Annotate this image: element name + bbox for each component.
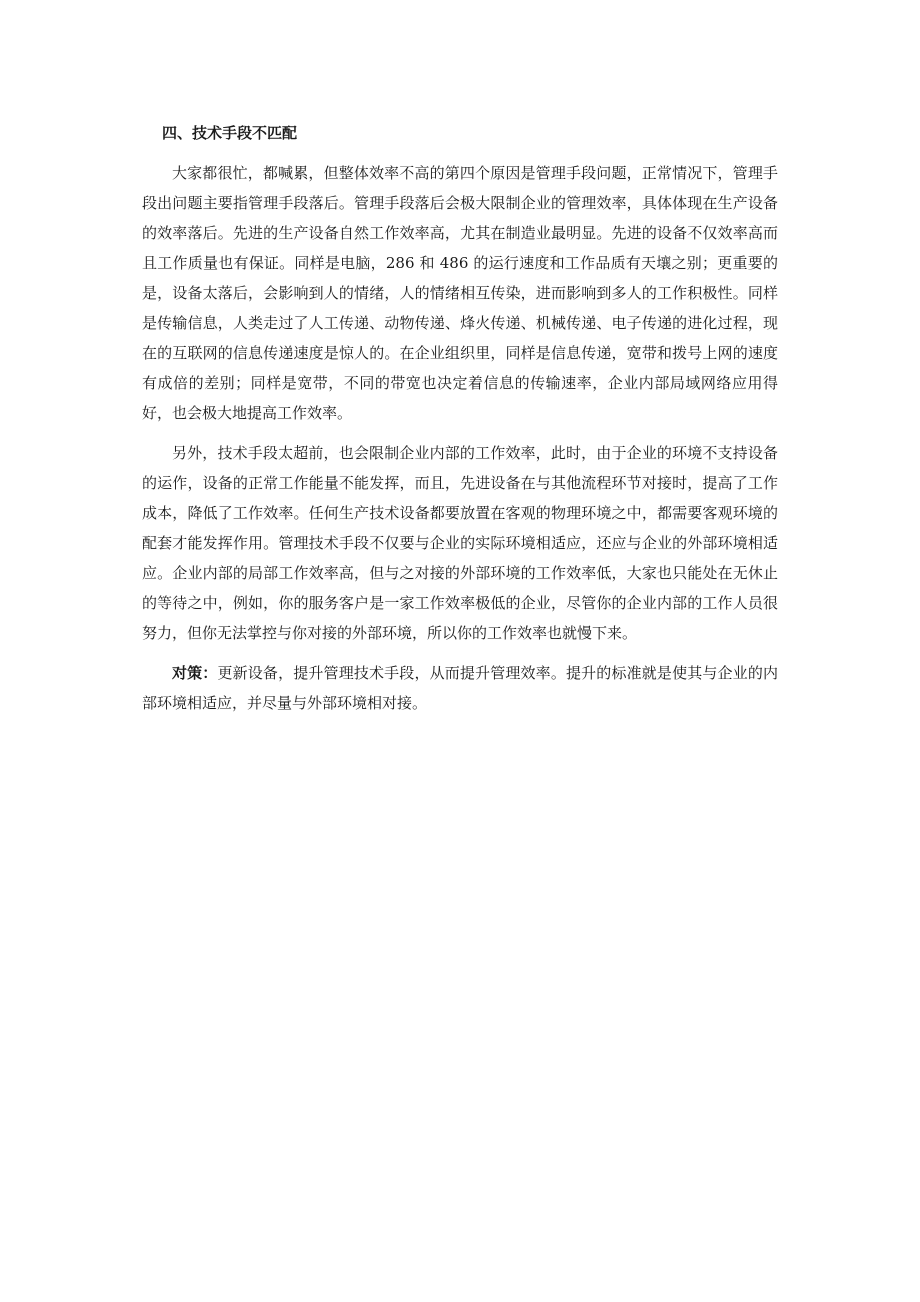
section-heading: 四、技术手段不匹配 [162,124,298,142]
paragraph-advanced-technology: 另外，技术手段太超前，也会限制企业内部的工作效率，此时，由于企业的环境不支持设备的运作，设备的正常工作能量不能发挥，而且，先进设备在与其他流程环节对接时，提高了工作成本，降低了工作效率。任何生产技术设备都要放置在客观的物理环境之中，都需要客观环境的配套才能发挥作用。管理技术手段不仅要与企业的实际环境相适应，还应与企业的外部环境相适应。企业内部的局部工作效率高，但与之对接的外部环境的工作效率低，大家也只能处在无休止的等待之中，例如，你的服务客户是一家工作效率极低的企业，尽管你的企业内部的工作人员很努力，但你无法掌控与你对接的外部环境，所以你的工作效率也就慢下来。 [142,444,778,642]
countermeasure-label: 对策： [172,664,218,682]
countermeasure-text: 更新设备，提升管理技术手段，从而提升管理效率。提升的标准就是使其与企业的内部环境相适应，并尽量与外部环境相对接。 [142,664,778,712]
paragraph-countermeasure [142,658,778,718]
document-page [142,118,778,728]
paragraph-management-means: 大家都很忙，都喊累，但整体效率不高的第四个原因是管理手段问题，正常情况下，管理手段出问题主要指管理手段落后。管理手段落后会极大限制企业的管理效率，具体体现在生产设备的效率落后。先进的生产设备自然工作效率高，尤其在制造业最明显。先进的设备不仅效率高而且工作质量也有保证。同样是电脑，286 和 486 的运行速度和工作品质有天壤之别；更重要的是，设备太落后，会影响到人的情绪，人的情绪相互传染，进而影响到多人的工作积极性。同样是传输信息，人类走过了人工传递、动物传递、烽火传递、机械传递、电子传递的进化过程，现在的互联网的信息传递速度是惊人的。在企业组织里，同样是信息传递，宽带和拨号上网的速度有成倍的差别；同样是宽带，不同的带宽也决定着信息的传输速率，企业内部局域网络应用得好，也会极大地提高工作效率。 [142,164,778,422]
